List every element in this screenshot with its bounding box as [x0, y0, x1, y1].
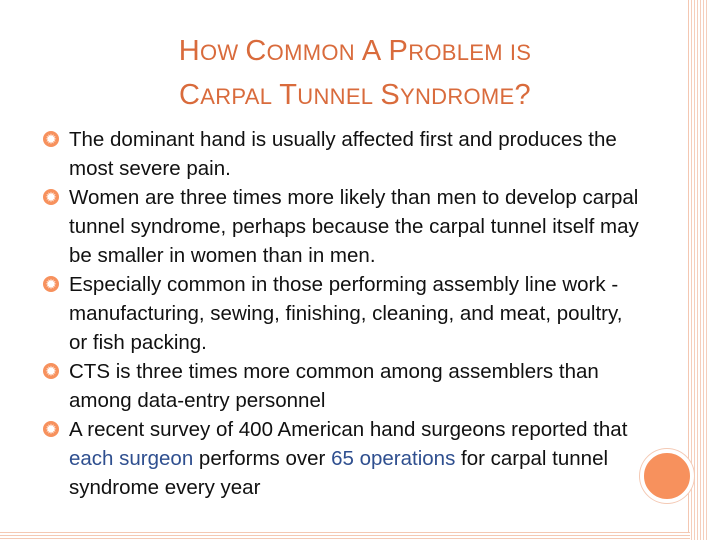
list-item — [41, 270, 641, 357]
list-item — [41, 125, 641, 183]
bullet-text: for carpal tunnel syndrome every year — [69, 447, 609, 499]
bullet-text: CTS is three times more common among assemblers than among data-entry personnel — [69, 360, 599, 412]
list-item — [41, 357, 641, 415]
sun-icon: ✹ — [43, 189, 59, 205]
title-text: T — [279, 79, 298, 111]
highlighted-text: each surgeon — [69, 447, 194, 470]
title-text: ROBLEM — [408, 40, 503, 65]
bullet-text: The dominant hand is usually affected first and produces the most severe pain. — [69, 128, 617, 180]
sun-icon: ✹ — [43, 363, 59, 379]
title-text: OMMON — [266, 40, 355, 65]
bullet-text: Especially common in those performing assembly line work - manufacturing, sewing, finishing, cleaning, and meat, poultry, or fish packing. — [69, 273, 623, 354]
title-line-1 — [70, 30, 640, 74]
title-text: IS — [509, 40, 532, 65]
title-text: ARPAL — [200, 84, 273, 109]
title-text: S — [380, 79, 400, 111]
sun-icon: ✹ — [43, 421, 59, 437]
bullet-text: Women are three times more likely than men to develop carpal tunnel syndrome, perhaps because the carpal tunnel itself may be smaller in women than in men. — [69, 186, 639, 267]
title-text: C — [179, 79, 201, 111]
title-text: UNNEL — [297, 84, 374, 109]
title-line-2 — [70, 74, 640, 118]
slide-title — [70, 30, 640, 118]
list-item — [41, 415, 641, 502]
orange-circle-decoration — [640, 449, 694, 503]
right-border-stripe — [688, 0, 708, 540]
title-text: YNDROME — [399, 84, 515, 109]
title-text: A — [361, 35, 382, 67]
sun-icon: ✹ — [43, 276, 59, 292]
title-text: P — [388, 35, 409, 67]
sun-icon: ✹ — [43, 131, 59, 147]
bullet-text: performs over — [193, 447, 332, 470]
bottom-border-stripe — [0, 532, 690, 540]
title-text: ? — [514, 79, 531, 111]
title-text: OW — [199, 40, 239, 65]
highlighted-text: 65 operations — [331, 447, 456, 470]
bullet-text: A recent survey of 400 American hand surgeons reported that — [69, 418, 628, 441]
list-item — [41, 183, 641, 270]
title-text: C — [245, 35, 267, 67]
bullet-list — [41, 125, 641, 502]
title-text: H — [178, 35, 200, 67]
